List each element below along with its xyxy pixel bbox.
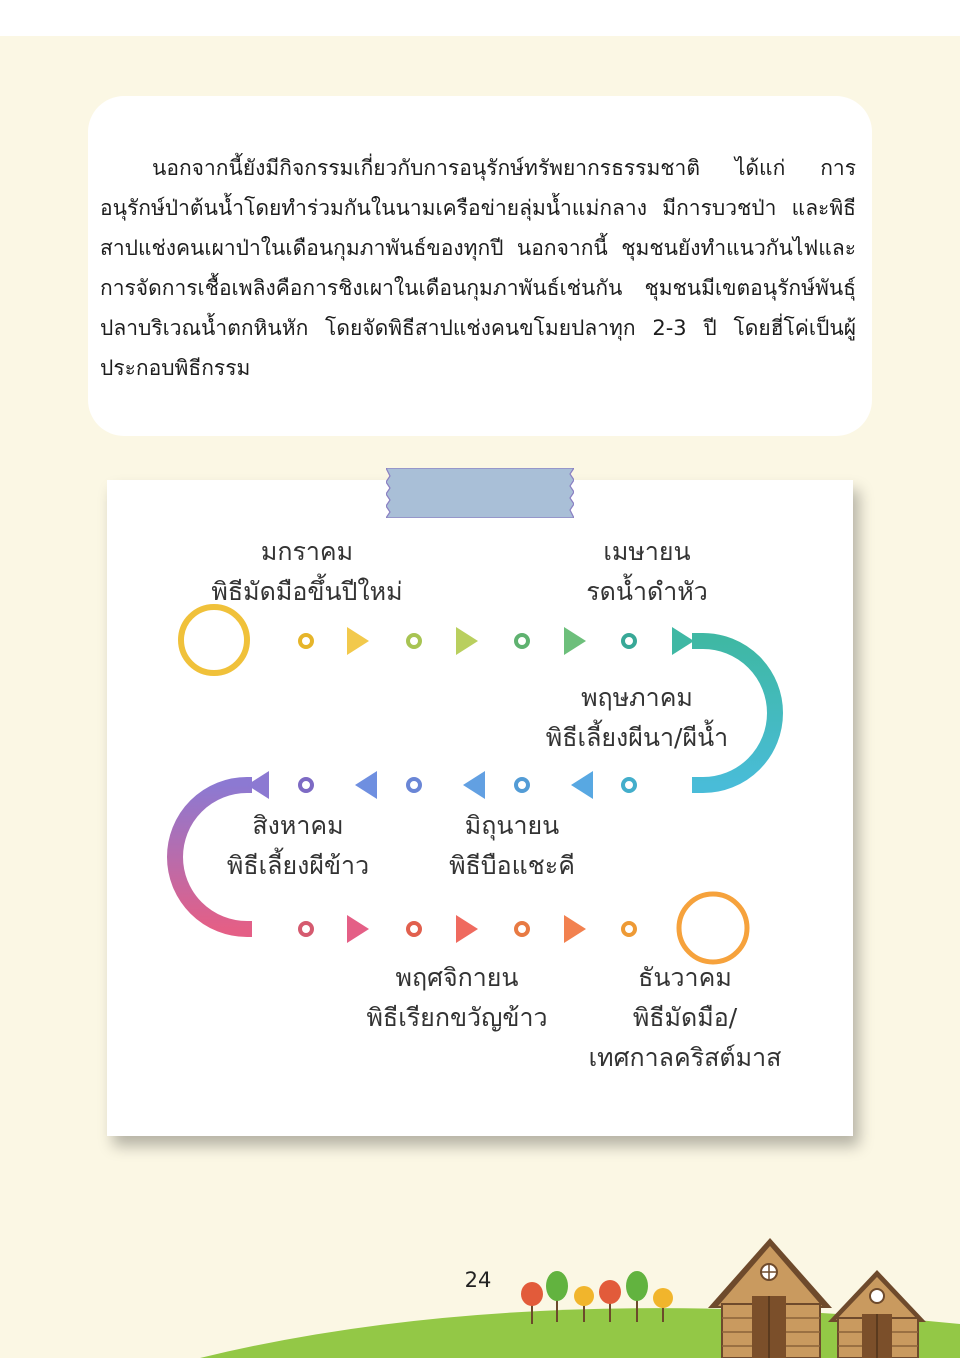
arrow-mark <box>564 627 586 655</box>
event-june <box>417 806 607 886</box>
event-ceremony: พิธีบือแชะคี <box>449 851 575 880</box>
arrow-mark <box>456 627 478 655</box>
event-month: เมษายน <box>603 537 691 566</box>
event-ceremony-line2: เทศกาลคริสต์มาส <box>588 1043 782 1072</box>
arrow-mark <box>355 771 377 799</box>
node-dot <box>516 923 528 935</box>
node-dot <box>623 779 635 791</box>
intro-paragraph: นอกจากนี้ยังมีกิจกรรมเกี่ยวกับการอนุรักษ์ทรัพยากรธรรมชาติ ได้แก่ การอนุรักษ์ป่าต้นน้ำโดยทำร่วมกันในนามเครือข่ายลุ่มน้ำแม่กลาง มีการบวชป่า และพิธีสาปแช่งคนเผาป่าในเดือนกุมภาพันธ์ของทุกปี นอกจากนี้ ชุมชนยังทำแนวกันไฟและการจัดการเชื้อเพลิงคือการชิงเผาในเดือนกุมภาพันธ์เช่นกัน ชุมชนมีเขตอนุรักษ์พันธุ์ปลาบริเวณน้ำตกหินหัก โดยจัดพิธีสาปแช่งคนขโมยปลาทุก 2-3 ปี โดยฮี่โค่เป็นผู้ประกอบพิธีกรรม <box>100 156 856 380</box>
event-ceremony: พิธีเลี้ยงผีข้าว <box>226 851 370 880</box>
house-icon-small <box>828 1270 926 1358</box>
arrow-mark <box>247 771 269 799</box>
event-april <box>547 532 747 612</box>
event-ceremony: พิธีเรียกขวัญข้าว <box>366 1003 548 1032</box>
event-january <box>187 532 427 612</box>
event-may <box>517 678 757 758</box>
arrow-mark <box>672 627 694 655</box>
intro-text-card <box>88 96 872 436</box>
event-month: สิงหาคม <box>252 811 344 840</box>
arrow-mark <box>347 915 369 943</box>
event-ceremony: พิธีเลี้ยงผีนา/ผีน้ำ <box>545 723 729 752</box>
arrow-mark <box>456 915 478 943</box>
event-ceremony: รดน้ำดำหัว <box>586 577 708 606</box>
arrow-mark <box>347 627 369 655</box>
house-icon-large <box>708 1238 832 1358</box>
node-dot <box>516 779 528 791</box>
event-month: ธันวาคม <box>638 963 732 992</box>
decorative-tape <box>386 468 574 518</box>
page-top-strip <box>0 0 960 36</box>
node-dot <box>623 923 635 935</box>
arrow-mark <box>463 771 485 799</box>
timeline-start-ring <box>181 607 247 673</box>
node-dot <box>408 923 420 935</box>
event-month: มิถุนายน <box>464 811 560 840</box>
page-number: 24 <box>464 1268 492 1292</box>
node-dot <box>408 779 420 791</box>
node-dot <box>408 635 420 647</box>
event-august <box>203 806 393 886</box>
event-month: พฤศจิกายน <box>395 963 519 992</box>
node-dot <box>623 635 635 647</box>
node-dot <box>300 779 312 791</box>
node-dot <box>300 635 312 647</box>
node-dot <box>300 923 312 935</box>
node-dot <box>516 635 528 647</box>
timeline-end-ring <box>679 894 747 962</box>
event-ceremony: พิธีมัดมือขึ้นปีใหม่ <box>211 577 403 606</box>
arrow-mark <box>564 915 586 943</box>
arrow-mark <box>571 771 593 799</box>
event-month: มกราคม <box>260 537 354 566</box>
footer-illustration <box>0 1230 960 1358</box>
event-december <box>557 958 813 1078</box>
event-ceremony: พิธีมัดมือ/ <box>632 1003 738 1032</box>
ceremony-timeline-card <box>107 480 853 1136</box>
event-november <box>337 958 577 1038</box>
event-month: พฤษภาคม <box>581 683 693 712</box>
